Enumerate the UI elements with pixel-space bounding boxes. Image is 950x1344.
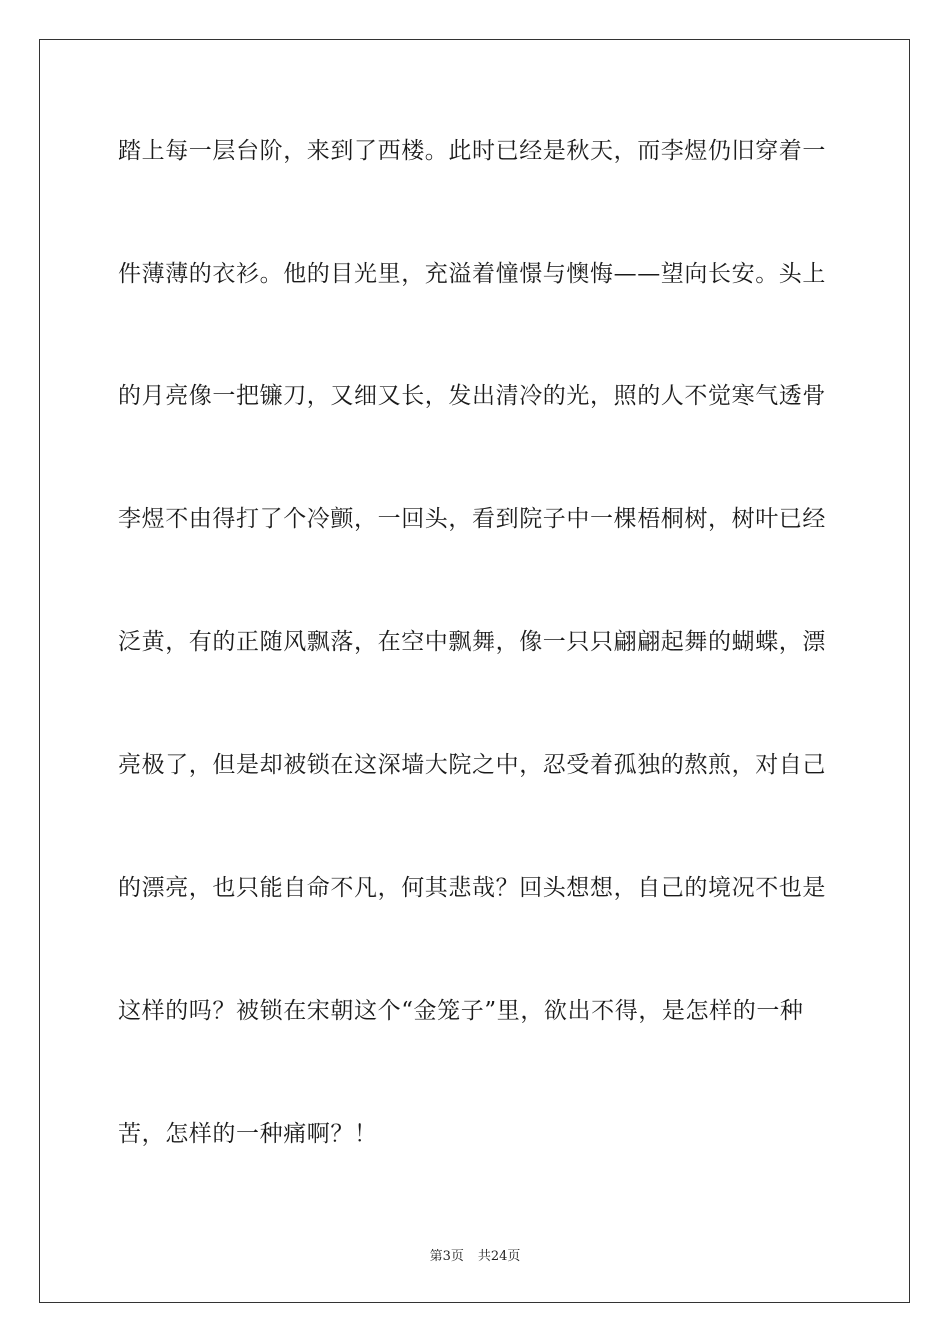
body-line-2: 件薄薄的衣衫。他的目光里，充溢着憧憬与懊悔——望向长安。头上 (118, 261, 826, 287)
body-line-4: 李煜不由得打了个冷颤，一回头，看到院子中一棵梧桐树，树叶已经 (118, 506, 826, 532)
body-line-7: 的漂亮，也只能自命不凡，何其悲哉？回头想想，自己的境况不也是 (118, 875, 826, 901)
page-border (39, 39, 910, 1303)
current-page-number: 第3页 (429, 1249, 464, 1264)
page-footer (0, 1248, 950, 1266)
total-page-count: 共24页 (477, 1249, 521, 1264)
body-line-9: 苦，怎样的一种痛啊？！ (118, 1121, 378, 1147)
body-line-3: 的月亮像一把镰刀，又细又长，发出清冷的光，照的人不觉寒气透骨 (118, 383, 826, 409)
body-line-8: 这样的吗？被锁在宋朝这个“金笼子”里，欲出不得，是怎样的一种 (118, 998, 804, 1024)
body-line-1: 踏上每一层台阶，来到了西楼。此时已经是秋天，而李煜仍旧穿着一 (118, 138, 826, 164)
body-line-6: 亮极了，但是却被锁在这深墙大院之中，忍受着孤独的熬煎，对自己 (118, 752, 826, 778)
body-line-5: 泛黄，有的正随风飘落，在空中飘舞，像一只只翩翩起舞的蝴蝶，漂 (118, 629, 826, 655)
